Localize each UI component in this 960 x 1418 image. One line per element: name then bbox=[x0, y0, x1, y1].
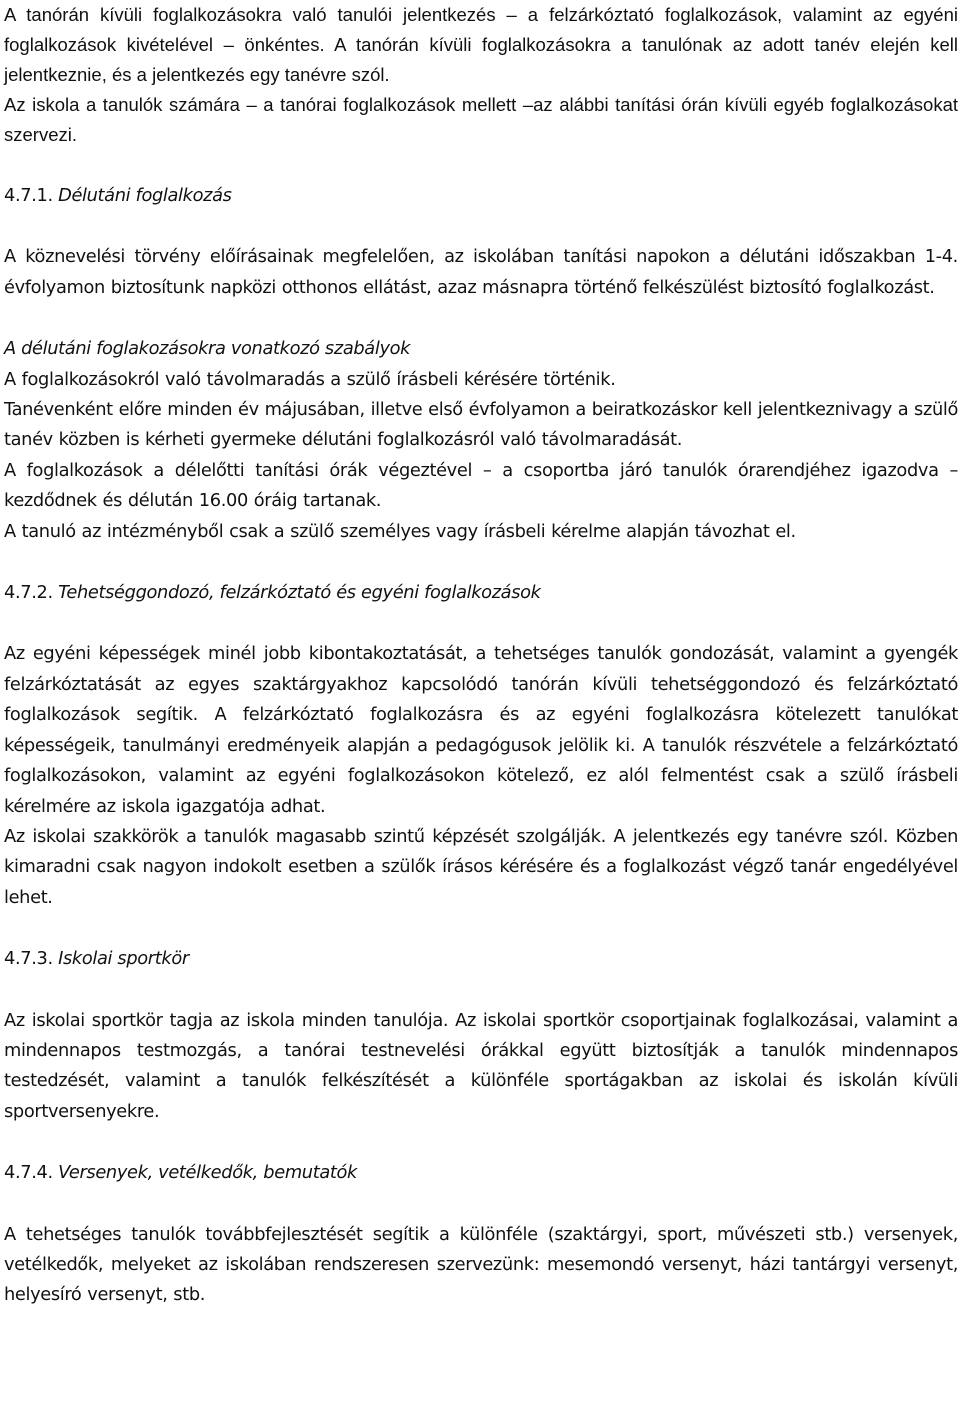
section-title: Tehetséggondozó, felzárkóztató és egyéni foglalkozások bbox=[58, 582, 541, 604]
afternoon-rule-registration: Tanévenként előre minden év májusában, illetve első évfolyamon a beiratkozáskor kell jelentkeznivagy a szülő tanév közben is kérheti gyermeke délutáni foglalkozásról való távolmaradását. bbox=[4, 399, 958, 451]
afternoon-rule-leaving: A tanuló az intézményből csak a szülő személyes vagy írásbeli kérelme alapján távozhat el. bbox=[4, 520, 796, 542]
afternoon-rule-schedule: A foglalkozások a délelőtti tanítási órák végeztével – a csoportba járó tanulók órarendjéhez igazodva – kezdődnek és délután 16.00 óráig tartanak. bbox=[4, 459, 958, 512]
section-heading-sports-club bbox=[4, 944, 958, 974]
sports-club-paragraph: Az iskolai sportkör tagja az iskola minden tanulója. Az iskolai sportkör csoportjainak foglalkozásai, valamint a mindennapos testmozgás, a tanórai testnevelési órákkal együtt biztosítják a tanulók mindennapos testedzését, valamint a tanulók felkészítését a különféle sportágakban az iskolai és iskolán kívüli sportversenyekre. bbox=[4, 1009, 958, 1122]
intro-paragraph-organized-activities: Az iskola a tanulók számára – a tanórai foglalkozások mellett –az alábbi tanítási órán kívüli egyéb foglalkozásokat szervezi. bbox=[4, 94, 958, 145]
competitions-paragraph: A tehetséges tanulók továbbfejlesztését segítik a különféle (szaktárgyi, sport, művészeti stb.) versenyek, vetélkedők, melyeket az iskolában rendszeresen szervezünk: mesemondó versenyt, házi tantárgyi versenyt, helyesíró versenyt, stb. bbox=[4, 1223, 958, 1306]
afternoon-rule-absence: A foglalkozásokról való távolmaradás a szülő írásbeli kérésére történik. bbox=[4, 368, 616, 390]
section-title: Délutáni foglalkozás bbox=[58, 185, 232, 206]
document-page bbox=[4, 0, 958, 1311]
afternoon-rules-subtitle: A délutáni foglakozásokra vonatkozó szabályok bbox=[4, 338, 411, 360]
section-heading-talent-catchup bbox=[4, 578, 958, 608]
section-title: Versenyek, vetélkedők, bemutatók bbox=[58, 1162, 357, 1184]
section-number: 4.7.4. bbox=[4, 1162, 53, 1184]
section-heading-afternoon-activities bbox=[4, 181, 958, 211]
intro-paragraph-enrollment: A tanórán kívüli foglalkozásokra való tanulói jelentkezés – a felzárkóztató foglalkozások, valamint az egyéni foglalkozások kivételével – önkéntes. A tanórán kívüli foglalkozásokra a tanulónak az adott tanév elején kell jelentkeznie, és a jelentkezés egy tanévre szól. bbox=[4, 4, 958, 85]
section-number: 4.7.2. bbox=[4, 582, 53, 604]
section-title: Iskolai sportkör bbox=[58, 948, 189, 970]
talent-catchup-paragraph: Az egyéni képességek minél jobb kibontakoztatását, a tehetséges tanulók gondozását, valamint a gyengék felzárkóztatását az egyes szaktárgyakhoz kapcsolódó tanórán kívüli tehetséggondozó és felzárkóztató foglalkozások segítik. A felzárkóztató foglalkozásra és az egyéni foglalkozásra kötelezett tanulókat képességeik, tanulmányi eredményeik alapján a pedagógusok jelölik ki. A tanulók részvétele a felzárkóztató foglalkozásokon, valamint az egyéni foglalkozásokon kötelező, ez alól felmentést csak a szülő írásbeli kérelmére az iskola igazgatója adhat. bbox=[4, 643, 958, 817]
section-number: 4.7.1. bbox=[4, 185, 53, 206]
section-heading-competitions bbox=[4, 1158, 958, 1188]
section-number: 4.7.3. bbox=[4, 948, 53, 970]
afternoon-activities-paragraph: A köznevelési törvény előírásainak megfelelően, az iskolában tanítási napokon a délutáni időszakban 1-4. évfolyamon biztosítunk napközi otthonos ellátást, azaz másnapra történő felkészülést biztosító foglalkozást. bbox=[4, 246, 958, 298]
study-groups-paragraph: Az iskolai szakkörök a tanulók magasabb szintű képzését szolgálják. A jelentkezés egy tanévre szól. Közben kimaradni csak nagyon indokolt esetben a szülők írásos kérésére és a foglalkozást végző tanár engedélyével lehet. bbox=[4, 825, 958, 908]
